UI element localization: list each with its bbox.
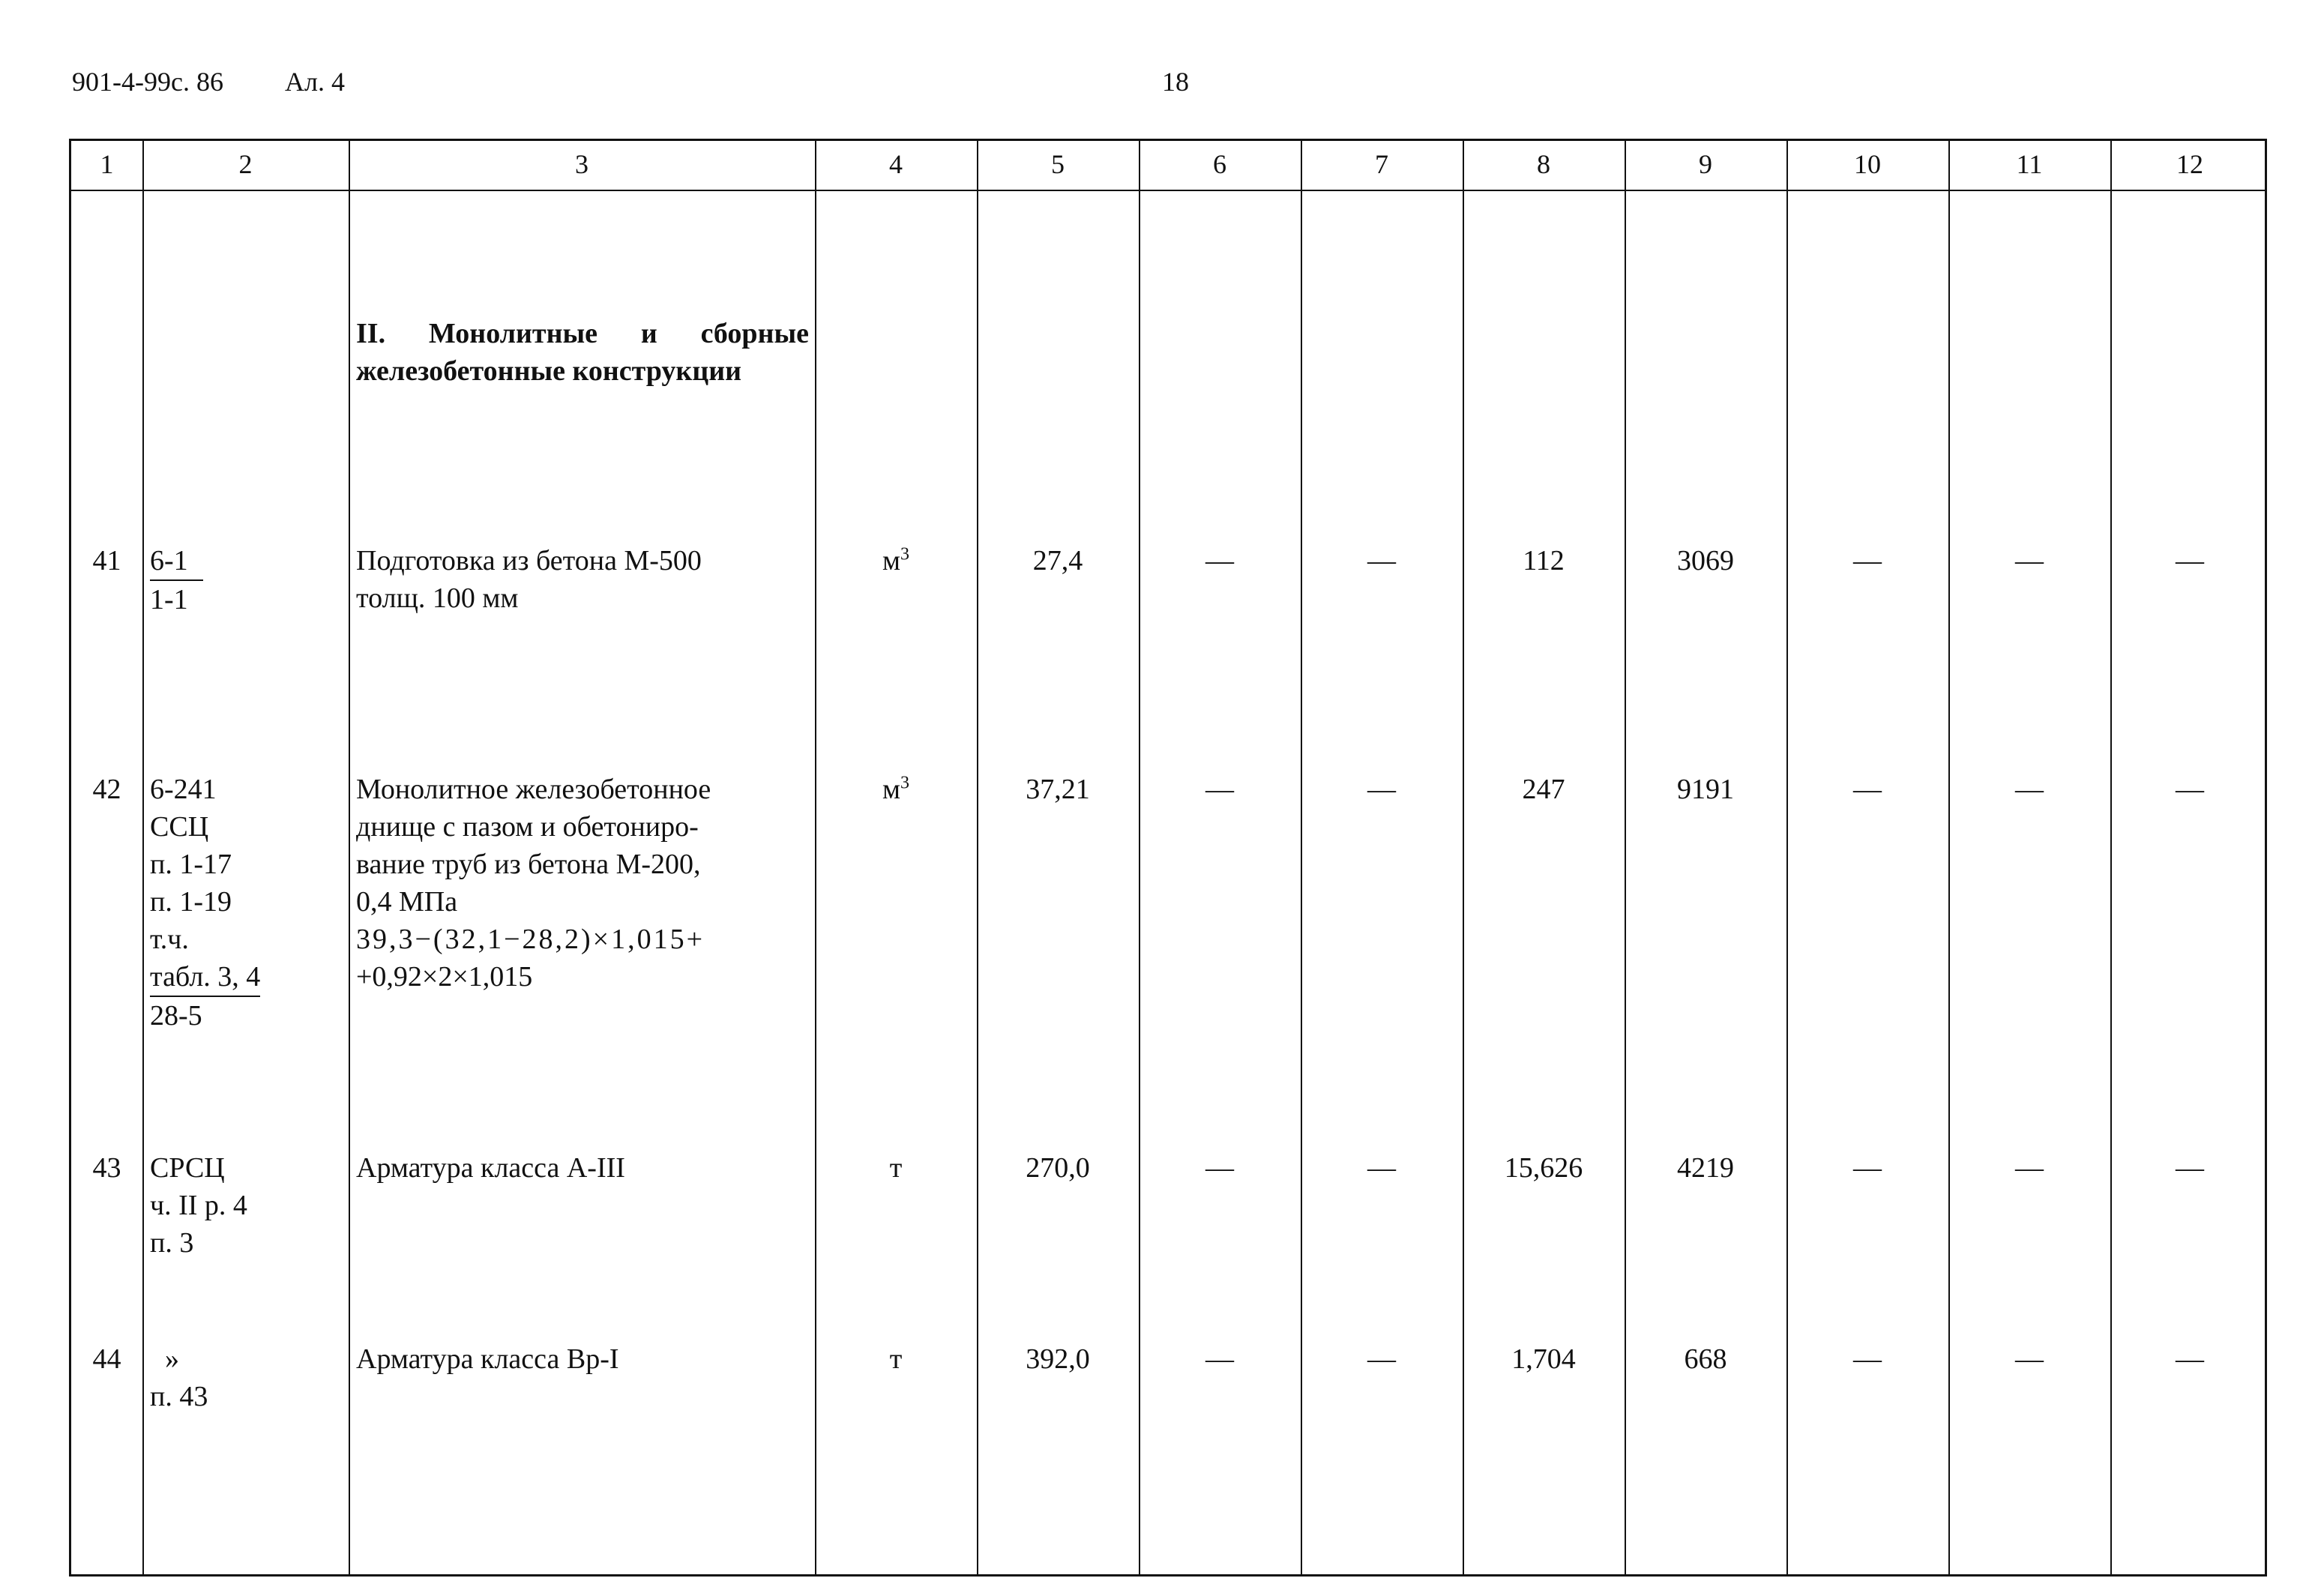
row-number: 41 [92,545,121,576]
unit: $м^3$ [882,773,910,805]
col11-value: — [2015,545,2044,576]
col6-value: — [1205,545,1234,576]
total-cost: 9191 [1677,774,1734,805]
col11-value: — [2015,1152,2044,1184]
col-header-7: 7 [1375,149,1388,179]
col-header-11: 11 [2016,149,2043,179]
col-header-6: 6 [1213,149,1226,179]
estimate-table [69,139,2267,1577]
quantity: 270,0 [1026,1152,1090,1184]
col11-value: — [2015,1343,2044,1375]
unit: $м^3$ [882,544,910,576]
quantity: 27,4 [1032,545,1083,576]
col12-value: — [2176,1152,2204,1184]
unit-price: 15,626 [1504,1152,1583,1184]
col6-value: — [1205,1343,1234,1375]
work-description: Арматура класса А-III [356,1152,625,1184]
norm-reference: » п. 43 [150,1343,208,1412]
col11-value: — [2015,774,2044,805]
col-header-12: 12 [2176,149,2203,179]
work-description: Арматура класса Вр-I [356,1343,619,1375]
col-header-5: 5 [1051,149,1065,179]
col7-value: — [1367,1343,1396,1375]
norm-reference: СРСЦ ч. II р. 4 п. 3 [150,1152,247,1259]
unit: т [889,1152,903,1184]
row-number: 42 [92,774,121,805]
col12-value: — [2176,1343,2204,1375]
norm-reference: 6-241 ССЦ п. 1-17 п. 1-19 т.ч. табл. 3, 4 28-5 [150,774,261,1032]
col10-value: — [1853,545,1882,576]
page-number: 18 [1162,67,1189,97]
col-header-10: 10 [1854,149,1881,179]
col7-value: — [1367,774,1396,805]
col-header-9: 9 [1699,149,1712,179]
work-description: Монолитное железобетонное днище с пазом и обетониро- вание труб из бетона М-200, 0,4 МПа 39,3−(32,1−28,2)×1,015+ +0,92×2×1,015 [356,774,711,993]
section-title: II. Монолитные и сборные железобетонные конструкции [356,318,809,387]
col7-value: — [1367,1152,1396,1184]
unit-price: 247 [1522,774,1565,805]
col-header-2: 2 [238,149,253,179]
total-cost: 668 [1684,1343,1727,1375]
unit-price: 1,704 [1511,1343,1576,1375]
row-number: 43 [92,1152,121,1184]
work-description: Подготовка из бетона М-500 толщ. 100 мм [356,545,702,614]
document-code: 901-4-99с. 86 [72,67,223,97]
quantity: 37,21 [1026,774,1090,805]
unit: т [889,1343,903,1375]
sheet-label: Ал. 4 [285,67,345,97]
col-header-1: 1 [100,149,114,179]
col12-value: — [2176,774,2204,805]
col-header-8: 8 [1537,149,1550,179]
col6-value: — [1205,1152,1234,1184]
unit-price: 112 [1523,545,1565,576]
norm-reference: 6-1 1-1 [150,542,345,618]
col10-value: — [1853,1343,1882,1375]
col6-value: — [1205,774,1234,805]
total-cost: 3069 [1677,545,1734,576]
col12-value: — [2176,545,2204,576]
col10-value: — [1853,1152,1882,1184]
row-number: 44 [92,1343,121,1375]
col-header-4: 4 [889,149,903,179]
quantity: 392,0 [1026,1343,1090,1375]
col7-value: — [1367,545,1396,576]
col-header-3: 3 [575,149,588,179]
total-cost: 4219 [1677,1152,1734,1184]
col10-value: — [1853,774,1882,805]
